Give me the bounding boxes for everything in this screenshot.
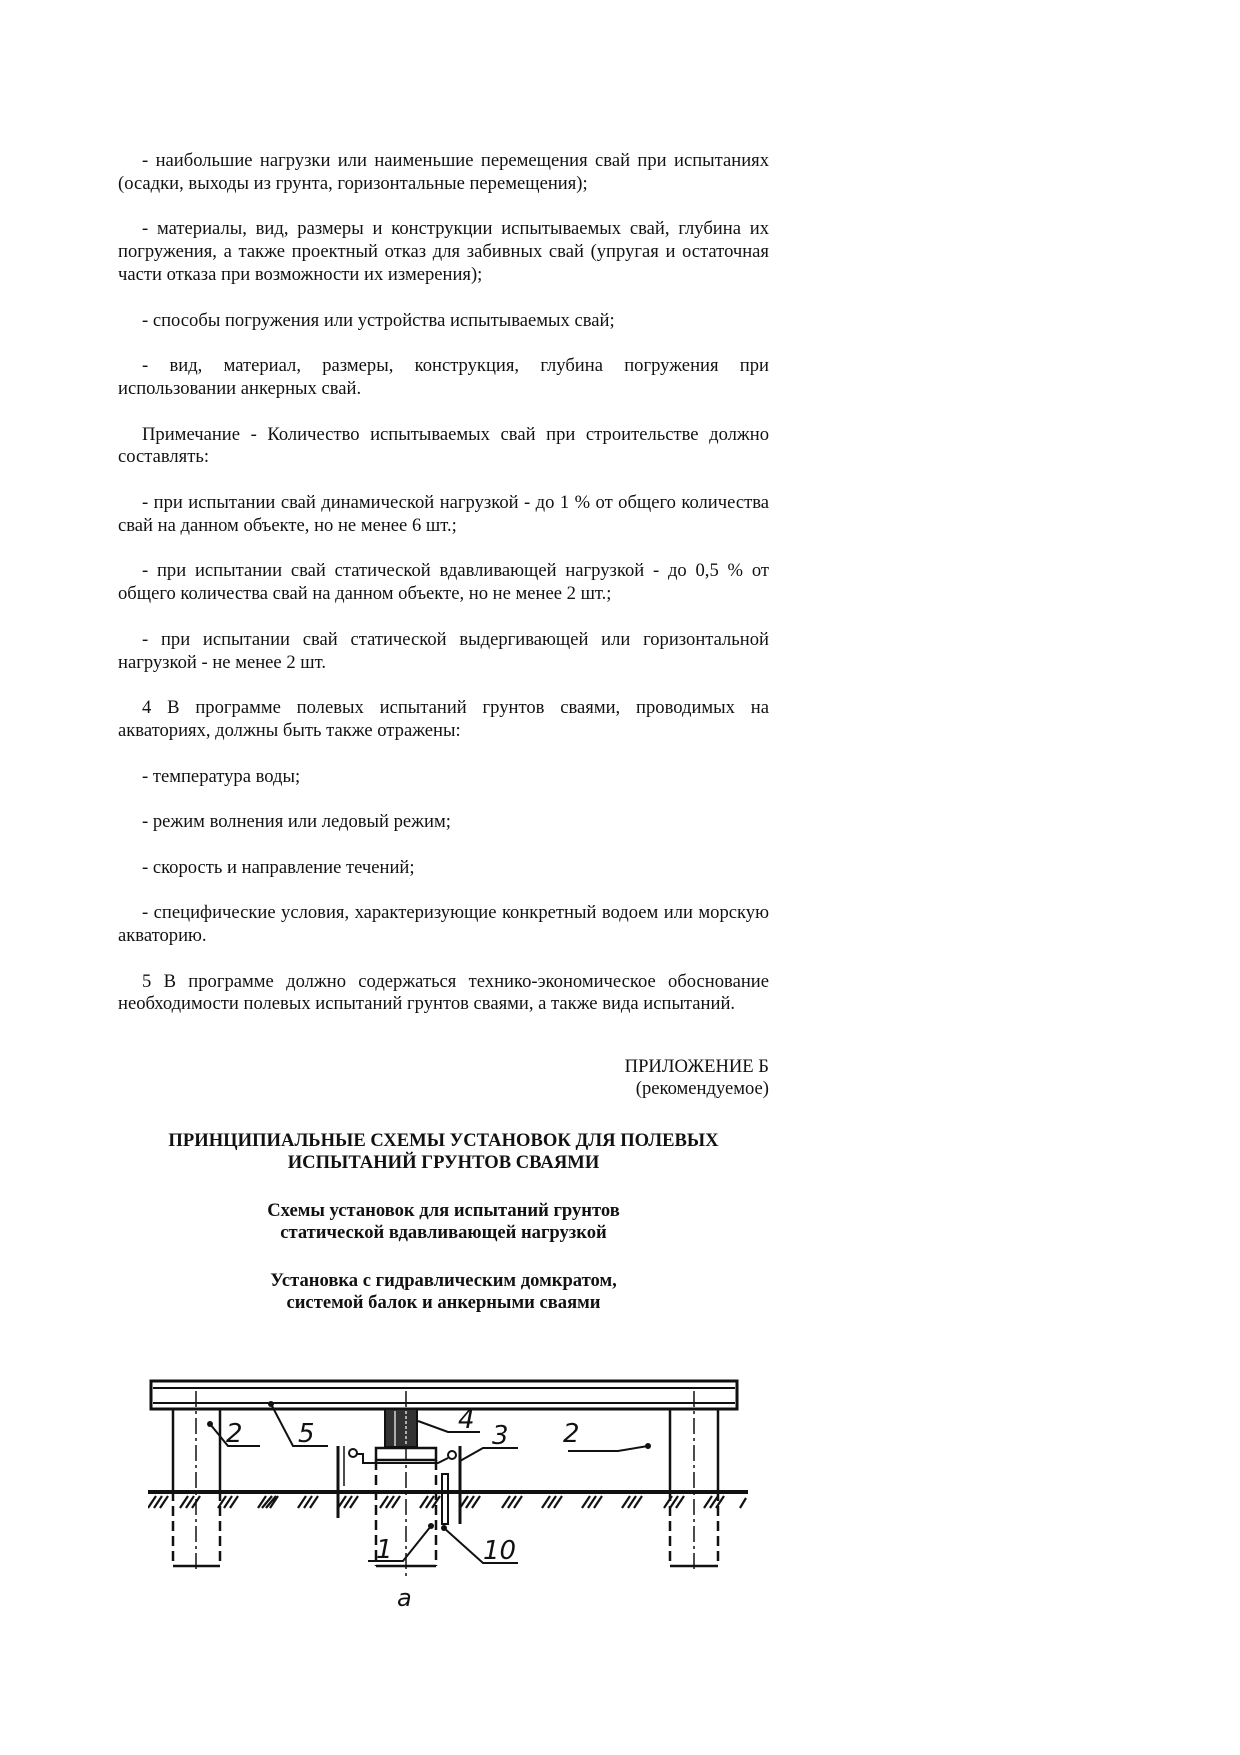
title-line: ПРИНЦИПИАЛЬНЫЕ СХЕМЫ УСТАНОВОК ДЛЯ ПОЛЕВЫХ (168, 1130, 719, 1152)
label-2-left: 2 (226, 1419, 243, 1449)
section-5-paragraph: 5 В программе должно содержаться технико-экономическое обоснование необходимости полевых испытаний грунтов сваями, а также вида испытаний. (118, 970, 769, 1015)
paragraph: - способы погружения или устройства испытываемых свай; (142, 309, 615, 331)
paragraph: - при испытании свай статической вдавливающей нагрузкой - до 0,5 % от общего количества свай на данном объекте, но не менее 2 шт.; (118, 560, 769, 605)
document-page (118, 150, 769, 1314)
note-paragraph: Примечание - Количество испытываемых свай при строительстве должно составлять: (118, 423, 769, 468)
label-10: 10 (483, 1536, 517, 1566)
paragraph: - скорость и направление течений; (142, 856, 415, 878)
paragraph: - наибольшие нагрузки или наименьшие перемещения свай при испытаниях (осадки, выходы из грунта, горизонтальные перемещения); (118, 150, 769, 194)
appendix-heading (118, 1056, 769, 1100)
section-heading (118, 1200, 769, 1244)
paragraph: - вид, материал, размеры, конструкция, глубина погружения при использовании анкерных свай. (118, 355, 769, 399)
section-heading-line: статической вдавливающей нагрузкой (280, 1222, 607, 1244)
appendix-status: (рекомендуемое) (635, 1078, 769, 1100)
paragraph: - специфические условия, характеризующие конкретный водоем или морскую акваторию. (118, 902, 769, 947)
pile-test-scheme-figure (148, 1366, 758, 1616)
paragraph: - материалы, вид, размеры и конструкции испытываемых свай, глубина их погружения, а также проектный отказ для забивных свай (упругая и остаточная части отказа при возможности их измерения); (118, 218, 769, 285)
subsection-heading-line: системой балок и анкерными сваями (286, 1292, 601, 1314)
subsection-heading-line: Установка с гидравлическим домкратом, (270, 1270, 617, 1292)
label-5: 5 (298, 1419, 315, 1449)
label-3: 3 (492, 1421, 509, 1451)
paragraph: - при испытании свай динамической нагрузкой - до 1 % от общего количества свай на данном объекте, но не менее 6 шт.; (118, 491, 769, 536)
section-4-paragraph: 4 В программе полевых испытаний грунтов сваями, проводимых на акваториях, должны быть также отражены: (118, 697, 769, 741)
label-1: 1 (376, 1535, 393, 1565)
paragraph: - режим волнения или ледовый режим; (142, 811, 451, 833)
label-4: 4 (458, 1405, 475, 1435)
section-heading-line: Схемы установок для испытаний грунтов (267, 1200, 620, 1222)
figure-caption: а (397, 1584, 412, 1612)
title-line: ИСПЫТАНИЙ ГРУНТОВ СВАЯМИ (287, 1152, 600, 1174)
paragraph: - при испытании свай статической выдергивающей или горизонтальной нагрузкой - не менее 2 шт. (118, 628, 769, 673)
paragraph: - температура воды; (142, 765, 301, 787)
label-2-right: 2 (563, 1419, 580, 1449)
appendix-label: ПРИЛОЖЕНИЕ Б (624, 1056, 769, 1078)
appendix-title (118, 1130, 769, 1174)
hydraulic-jack-diagram (148, 1366, 758, 1616)
subsection-heading (118, 1270, 769, 1314)
